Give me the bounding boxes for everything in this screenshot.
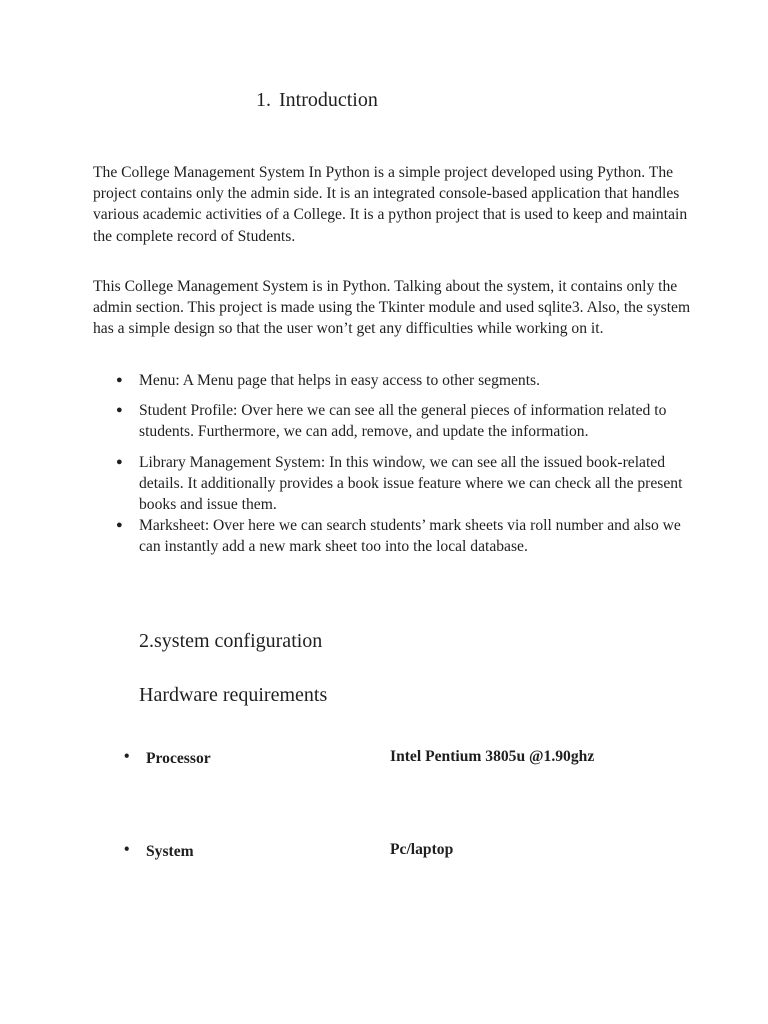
intro-paragraph-1: The College Management System In Python is a simple project developed using Python. The project contains only the admin side. It is an integrated console-based application that handles various academic activities of a College. It is a python project that is used to keep and maintain the complete record of Students.: [93, 164, 688, 245]
hardware-label: System: [146, 843, 194, 860]
feature-text: Marksheet: Over here we can search students’ mark sheets via roll number and also we can instantly add a new mark sheet too into the local database.: [139, 517, 681, 556]
list-item: [116, 452, 691, 516]
list-item: [116, 370, 691, 391]
hardware-label: Processor: [146, 750, 211, 767]
feature-text: Library Management System: In this window, we can see all the issued book-related details. It additionally provides a book issue feature where we can check all the present books and issue them.: [139, 453, 683, 514]
section-title: Introduction: [279, 89, 378, 111]
intro-paragraph-2: This College Management System is in Python. Talking about the system, it contains only the admin section. This project is made using the Tkinter module and used sqlite3. Also, the system has a simple design so that the user won’t get any difficulties while working on it.: [93, 278, 691, 338]
bullet-icon: ●: [116, 455, 123, 468]
bullet-icon: ●: [116, 404, 123, 417]
hardware-value: Intel Pentium 3805u @1.90ghz: [390, 748, 595, 765]
subheading-hardware-requirements: Hardware requirements: [139, 684, 328, 706]
hardware-value: Pc/laptop: [390, 841, 454, 858]
section-heading-introduction: [256, 88, 378, 112]
feature-text: Menu: A Menu page that helps in easy access to other segments.: [139, 372, 541, 389]
bullet-icon: •: [124, 748, 130, 765]
section-heading-system-configuration: 2.system configuration: [139, 630, 323, 652]
list-item: [116, 515, 691, 557]
section-number: 1.: [256, 89, 271, 111]
feature-text: Student Profile: Over here we can see all the general pieces of information related to students. Furthermore, we can add, remove, and update the information.: [139, 402, 667, 441]
list-item: [116, 400, 691, 442]
feature-list: [116, 370, 691, 558]
bullet-icon: ●: [116, 374, 123, 386]
bullet-icon: •: [124, 841, 130, 858]
bullet-icon: ●: [116, 519, 123, 532]
